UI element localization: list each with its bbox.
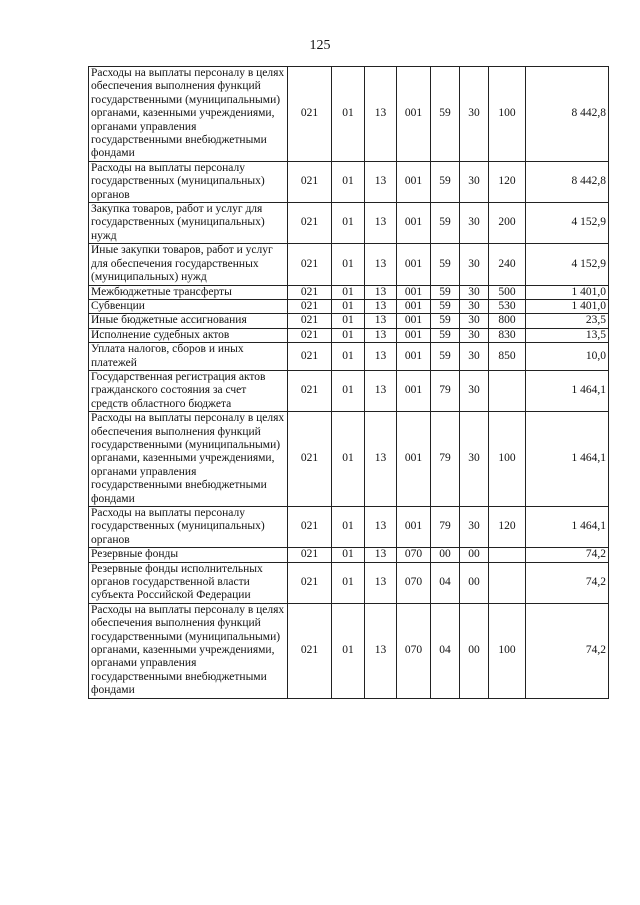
section-code: 01: [332, 328, 365, 342]
amount: 4 152,9: [526, 203, 609, 244]
table-row: [89, 507, 609, 548]
department-code: 021: [288, 299, 332, 313]
table-row: [89, 328, 609, 342]
target-article-part-3: 30: [460, 328, 489, 342]
section-code: 01: [332, 67, 365, 162]
target-article-part-1: 001: [397, 507, 431, 548]
table-row: [89, 562, 609, 603]
amount: 8 442,8: [526, 67, 609, 162]
table-row: [89, 299, 609, 313]
subsection-code: 13: [365, 603, 397, 698]
subsection-code: 13: [365, 370, 397, 411]
row-name: Уплата налогов, сборов и иных платежей: [89, 343, 288, 371]
expense-type-code: 830: [489, 328, 526, 342]
subsection-code: 13: [365, 507, 397, 548]
section-code: 01: [332, 299, 365, 313]
target-article-part-1: 001: [397, 370, 431, 411]
target-article-part-1: 001: [397, 343, 431, 371]
row-name: Резервные фонды исполнительных органов государственной власти субъекта Российской Федерации: [89, 562, 288, 603]
section-code: 01: [332, 603, 365, 698]
target-article-part-2: 59: [431, 314, 460, 328]
amount: 4 152,9: [526, 244, 609, 285]
section-code: 01: [332, 562, 365, 603]
target-article-part-1: 001: [397, 67, 431, 162]
table-row: [89, 203, 609, 244]
target-article-part-1: 001: [397, 244, 431, 285]
amount: 1 464,1: [526, 507, 609, 548]
amount: 13,5: [526, 328, 609, 342]
target-article-part-3: 30: [460, 244, 489, 285]
target-article-part-3: 00: [460, 548, 489, 562]
amount: 1 464,1: [526, 370, 609, 411]
row-name: Закупка товаров, работ и услуг для государственных (муниципальных) нужд: [89, 203, 288, 244]
subsection-code: 13: [365, 244, 397, 285]
target-article-part-2: 00: [431, 548, 460, 562]
target-article-part-2: 79: [431, 370, 460, 411]
budget-table: [88, 66, 609, 699]
department-code: 021: [288, 328, 332, 342]
amount: 1 401,0: [526, 299, 609, 313]
target-article-part-1: 001: [397, 203, 431, 244]
subsection-code: 13: [365, 285, 397, 299]
department-code: 021: [288, 412, 332, 507]
target-article-part-2: 59: [431, 343, 460, 371]
expense-type-code: 530: [489, 299, 526, 313]
expense-type-code: [489, 562, 526, 603]
target-article-part-2: 59: [431, 244, 460, 285]
target-article-part-3: 30: [460, 203, 489, 244]
section-code: 01: [332, 161, 365, 202]
department-code: 021: [288, 562, 332, 603]
amount: 10,0: [526, 343, 609, 371]
row-name: Расходы на выплаты персоналу в целях обеспечения выполнения функций государственными (муниципальными) органами, казенными учреждениями, органами управления государственными внебюджетными фондами: [89, 67, 288, 162]
target-article-part-3: 30: [460, 67, 489, 162]
target-article-part-1: 001: [397, 285, 431, 299]
target-article-part-3: 30: [460, 285, 489, 299]
target-article-part-1: 001: [397, 161, 431, 202]
subsection-code: 13: [365, 548, 397, 562]
target-article-part-2: 59: [431, 161, 460, 202]
target-article-part-2: 59: [431, 285, 460, 299]
expense-type-code: 120: [489, 161, 526, 202]
row-name: Расходы на выплаты персоналу государственных (муниципальных) органов: [89, 161, 288, 202]
target-article-part-2: 79: [431, 412, 460, 507]
expense-type-code: [489, 548, 526, 562]
department-code: 021: [288, 548, 332, 562]
amount: 1 464,1: [526, 412, 609, 507]
table-row: [89, 370, 609, 411]
section-code: 01: [332, 548, 365, 562]
target-article-part-3: 30: [460, 343, 489, 371]
amount: 8 442,8: [526, 161, 609, 202]
expense-type-code: 200: [489, 203, 526, 244]
table-row: [89, 161, 609, 202]
subsection-code: 13: [365, 343, 397, 371]
target-article-part-2: 59: [431, 203, 460, 244]
table-row: [89, 343, 609, 371]
row-name: Иные бюджетные ассигнования: [89, 314, 288, 328]
amount: 74,2: [526, 548, 609, 562]
row-name: Резервные фонды: [89, 548, 288, 562]
target-article-part-3: 30: [460, 370, 489, 411]
row-name: Исполнение судебных актов: [89, 328, 288, 342]
subsection-code: 13: [365, 299, 397, 313]
expense-type-code: 120: [489, 507, 526, 548]
department-code: 021: [288, 507, 332, 548]
section-code: 01: [332, 370, 365, 411]
department-code: 021: [288, 67, 332, 162]
table-row: [89, 412, 609, 507]
subsection-code: 13: [365, 67, 397, 162]
target-article-part-1: 070: [397, 603, 431, 698]
target-article-part-1: 001: [397, 412, 431, 507]
target-article-part-3: 00: [460, 603, 489, 698]
department-code: 021: [288, 285, 332, 299]
department-code: 021: [288, 203, 332, 244]
target-article-part-1: 070: [397, 548, 431, 562]
row-name: Субвенции: [89, 299, 288, 313]
amount: 1 401,0: [526, 285, 609, 299]
row-name: Иные закупки товаров, работ и услуг для обеспечения государственных (муниципальных) нужд: [89, 244, 288, 285]
target-article-part-3: 00: [460, 562, 489, 603]
expense-type-code: 100: [489, 67, 526, 162]
row-name: Межбюджетные трансферты: [89, 285, 288, 299]
expense-type-code: 850: [489, 343, 526, 371]
row-name: Расходы на выплаты персоналу в целях обеспечения выполнения функций государственными (муниципальными) органами, казенными учреждениями, органами управления государственными внебюджетными фондами: [89, 603, 288, 698]
subsection-code: 13: [365, 562, 397, 603]
subsection-code: 13: [365, 412, 397, 507]
section-code: 01: [332, 507, 365, 548]
subsection-code: 13: [365, 328, 397, 342]
table-row: [89, 285, 609, 299]
department-code: 021: [288, 314, 332, 328]
target-article-part-3: 30: [460, 412, 489, 507]
target-article-part-2: 59: [431, 299, 460, 313]
amount: 74,2: [526, 562, 609, 603]
target-article-part-2: 59: [431, 67, 460, 162]
amount: 74,2: [526, 603, 609, 698]
target-article-part-2: 79: [431, 507, 460, 548]
target-article-part-1: 001: [397, 299, 431, 313]
row-name: Государственная регистрация актов гражданского состояния за счет средств областного бюджета: [89, 370, 288, 411]
target-article-part-1: 001: [397, 328, 431, 342]
section-code: 01: [332, 314, 365, 328]
subsection-code: 13: [365, 203, 397, 244]
table-row: [89, 244, 609, 285]
section-code: 01: [332, 244, 365, 285]
row-name: Расходы на выплаты персоналу государственных (муниципальных) органов: [89, 507, 288, 548]
expense-type-code: 100: [489, 412, 526, 507]
table-row: [89, 314, 609, 328]
department-code: 021: [288, 370, 332, 411]
section-code: 01: [332, 285, 365, 299]
expense-type-code: [489, 370, 526, 411]
target-article-part-2: 04: [431, 562, 460, 603]
department-code: 021: [288, 161, 332, 202]
section-code: 01: [332, 203, 365, 244]
target-article-part-2: 59: [431, 328, 460, 342]
section-code: 01: [332, 343, 365, 371]
subsection-code: 13: [365, 314, 397, 328]
department-code: 021: [288, 343, 332, 371]
expense-type-code: 800: [489, 314, 526, 328]
amount: 23,5: [526, 314, 609, 328]
target-article-part-3: 30: [460, 507, 489, 548]
target-article-part-3: 30: [460, 314, 489, 328]
department-code: 021: [288, 603, 332, 698]
row-name: Расходы на выплаты персоналу в целях обеспечения выполнения функций государственными (муниципальными) органами, казенными учреждениями, органами управления государственными внебюджетными фондами: [89, 412, 288, 507]
target-article-part-1: 070: [397, 562, 431, 603]
department-code: 021: [288, 244, 332, 285]
page-number: 125: [309, 38, 331, 53]
expense-type-code: 100: [489, 603, 526, 698]
target-article-part-1: 001: [397, 314, 431, 328]
subsection-code: 13: [365, 161, 397, 202]
table-body: [89, 67, 609, 699]
table-row: [89, 67, 609, 162]
target-article-part-3: 30: [460, 161, 489, 202]
table-row: [89, 603, 609, 698]
section-code: 01: [332, 412, 365, 507]
expense-type-code: 500: [489, 285, 526, 299]
table-row: [89, 548, 609, 562]
target-article-part-3: 30: [460, 299, 489, 313]
expense-type-code: 240: [489, 244, 526, 285]
target-article-part-2: 04: [431, 603, 460, 698]
